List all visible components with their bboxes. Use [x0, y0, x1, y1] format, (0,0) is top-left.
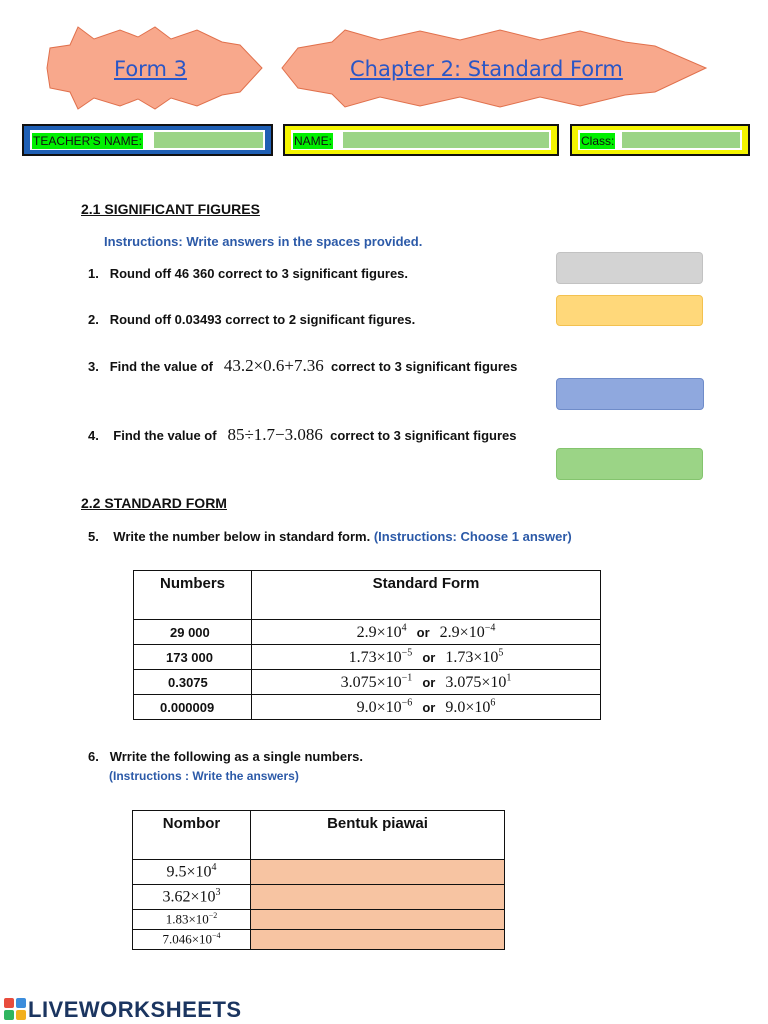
table-row [134, 645, 601, 670]
or-label: or [422, 649, 436, 665]
table-row [133, 930, 505, 950]
table2-answer-input[interactable] [251, 885, 505, 910]
question-5-instructions: (Instructions: Choose 1 answer) [373, 529, 572, 544]
choice-option[interactable]: $3.075\times 10^{-1}$ [340, 672, 413, 691]
question-1 [88, 266, 408, 281]
question-4-expression: 85÷1.7−3.086 [227, 425, 323, 444]
table1-number: 29 000 [134, 620, 252, 645]
teacher-name-label: TEACHER'S NAME: [33, 134, 142, 148]
question-6 [88, 749, 363, 764]
choice-option[interactable]: $1.73\times 10^5$ [445, 647, 504, 666]
choice-option[interactable]: $9.0\times 10^6$ [445, 697, 496, 716]
or-label: or [422, 674, 436, 690]
choice-option[interactable]: $2.9\times 10^{-4}$ [439, 622, 496, 641]
chapter-title: Chapter 2: Standard Form [350, 57, 623, 81]
question-2-number: 2. [88, 312, 99, 327]
answer-2-input[interactable] [556, 295, 703, 326]
table2-number: $1.83\times 10^{-2}$ [133, 910, 251, 930]
table-row [133, 860, 505, 885]
student-name-label: NAME: [294, 134, 333, 148]
answer-3-input[interactable] [556, 378, 704, 410]
question-6-instructions: (Instructions : Write the answers) [109, 769, 299, 783]
section-significant-figures-heading: 2.1 SIGNIFICANT FIGURES [81, 201, 260, 217]
header-banners [0, 0, 768, 110]
choice-option[interactable]: $9.0\times 10^{-6}$ [356, 697, 413, 716]
class-field[interactable] [622, 132, 740, 148]
student-name-field[interactable] [343, 132, 549, 148]
section1-instructions: Instructions: Write answers in the spaces provided. [104, 234, 423, 249]
table1-number: 0.000009 [134, 695, 252, 720]
question-5-number: 5. [88, 529, 99, 544]
table1-header-numbers: Numbers [134, 571, 252, 620]
question-5-text: Write the number below in standard form. [113, 529, 371, 544]
student-name-box [283, 124, 559, 156]
table-row [134, 670, 601, 695]
answer-1-input[interactable] [556, 252, 703, 284]
table1-header-standard-form: Standard Form [252, 571, 601, 620]
table2-answer-input[interactable] [251, 910, 505, 930]
choice-option[interactable]: $1.73\times 10^{-5}$ [348, 647, 413, 666]
question-6-number: 6. [88, 749, 99, 764]
class-label: Class: [581, 134, 615, 148]
question-3-suffix: correct to 3 significant figures [331, 359, 518, 374]
table1-number: 173 000 [134, 645, 252, 670]
teacher-name-box [22, 124, 273, 156]
question-3-number: 3. [88, 359, 99, 374]
class-box [570, 124, 750, 156]
table-row [134, 695, 601, 720]
choice-option[interactable]: $3.075\times 10^1$ [445, 672, 512, 691]
standard-form-choice-table [133, 570, 601, 720]
liveworksheets-logo-text: LIVEWORKSHEETS [28, 997, 242, 1022]
question-5 [88, 529, 572, 544]
table1-choices [252, 645, 601, 670]
answer-4-input[interactable] [556, 448, 703, 480]
table1-choices [252, 670, 601, 695]
or-label: or [416, 624, 430, 640]
question-3 [88, 356, 517, 376]
question-3-prefix: Find the value of [109, 359, 213, 374]
table2-number: $3.62\times 10^3$ [133, 885, 251, 910]
table2-number: $9.5\times 10^4$ [133, 860, 251, 885]
question-2 [88, 312, 415, 327]
or-label: or [422, 699, 436, 715]
question-6-text: Wrrite the following as a single numbers. [109, 749, 363, 764]
question-4-suffix: correct to 3 significant figures [330, 428, 517, 443]
question-1-number: 1. [88, 266, 99, 281]
table2-header-bentuk-piawai: Bentuk piawai [251, 811, 505, 860]
table-row [133, 885, 505, 910]
table2-number: $7.046\times 10^{-4}$ [133, 930, 251, 950]
question-4-prefix: Find the value of [113, 428, 217, 443]
standard-form-answer-table [132, 810, 505, 950]
table1-number: 0.3075 [134, 670, 252, 695]
question-4-number: 4. [88, 428, 99, 443]
section-standard-form-heading: 2.2 STANDARD FORM [81, 495, 227, 511]
table2-answer-input[interactable] [251, 930, 505, 950]
question-2-text: Round off 0.03493 correct to 2 significant figures. [109, 312, 416, 327]
table-row [133, 910, 505, 930]
table2-header-nombor: Nombor [133, 811, 251, 860]
table1-choices [252, 620, 601, 645]
question-4 [88, 425, 516, 445]
choice-option[interactable]: $2.9\times 10^4$ [356, 622, 407, 641]
question-3-expression: 43.2×0.6+7.36 [223, 356, 324, 375]
table1-choices [252, 695, 601, 720]
liveworksheets-logo-icon [4, 998, 26, 1020]
table2-answer-input[interactable] [251, 860, 505, 885]
teacher-name-field[interactable] [154, 132, 263, 148]
question-1-text: Round off 46 360 correct to 3 significant figures. [109, 266, 409, 281]
table-row [134, 620, 601, 645]
form-title: Form 3 [114, 57, 187, 81]
